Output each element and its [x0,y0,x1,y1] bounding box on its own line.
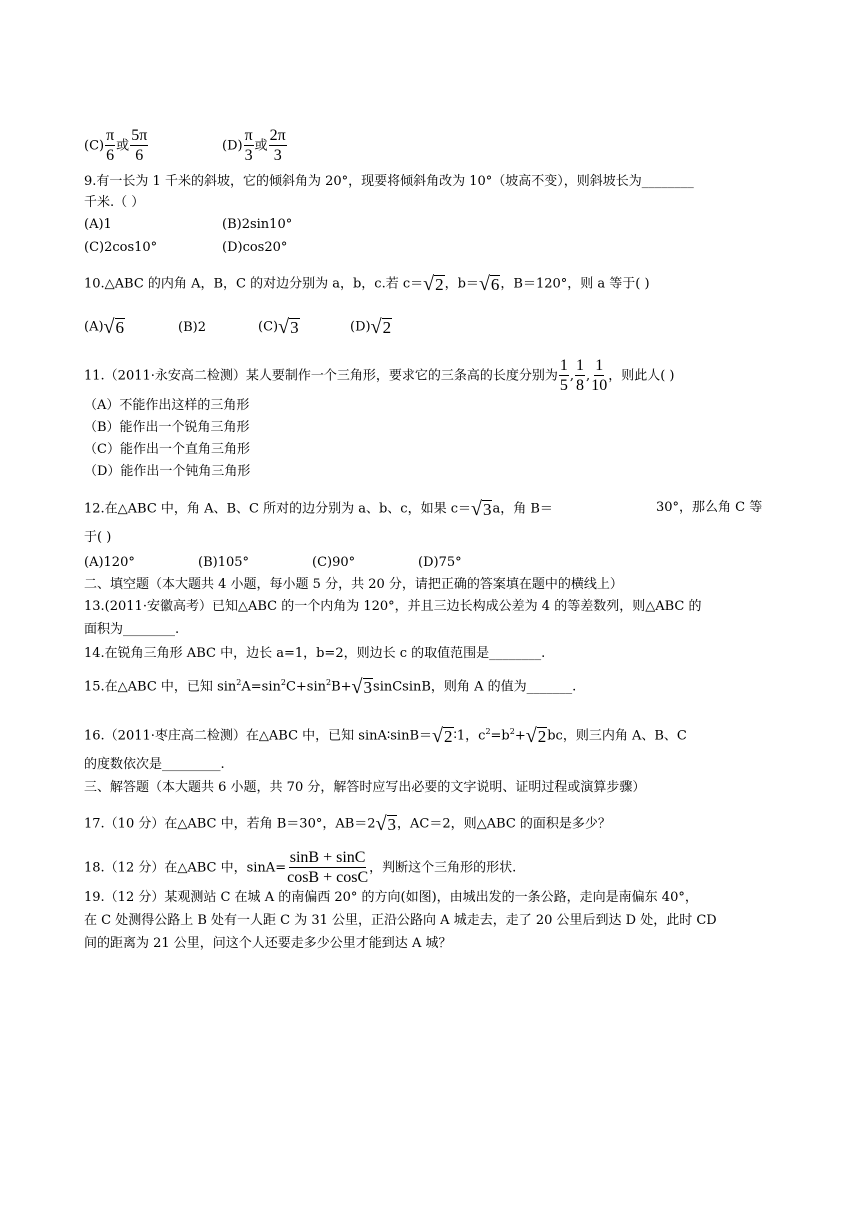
sqrt: √ 3 [471,498,492,520]
q10-option-d: (D) √ 2 [350,316,392,338]
q9-option-d: (D)cos20° [222,240,288,255]
q13-stem-line1: 13.(2011·安徽高考）已知△ABC 的一个内角为 120°，并且三边长构成公差为 4 的等差数列，则△ABC 的 [84,599,702,614]
q14-stem: 14.在锐角三角形 ABC 中，边长 a=1，b=2，则边长 c 的取值范围是________. [84,646,546,661]
q12-stem-line1-end: 30°，那么角 C 等 [656,500,763,515]
q12-option-d: (D)75° [418,555,462,570]
sqrt: √ 2 [423,273,444,295]
q16-stem-line2: 的度数依次是_________. [84,757,225,772]
fraction: $\frac{\pi}{3}$ [244,127,253,164]
q15-stem: 15.在△ABC 中，已知 $\sin^2A=\sin^2C+\sin^2B+$ √ 3 sinCsinB，则角 A 的值为_______. [84,676,577,698]
fraction: $\frac{2\pi}{3}$ [269,127,286,164]
sqrt: √ 3 [375,813,397,835]
q12-stem-line1: 12.在△ABC 中，角 A、B、C 所对的边分别为 a、b、c，如果 c＝ √ 3 a，角 B＝ [84,498,553,520]
q12-stem-line2: 于( ) [84,530,112,545]
q11-option-b: （B）能作出一个锐角三角形 [84,420,250,435]
q9-stem-line2: 千米.（ ） [84,195,145,210]
section-heading-solutions: 三、解答题（本大题共 6 小题，共 70 分，解答时应写出必要的文字说明、证明过程或演算步骤） [84,780,646,795]
q12-option-a: (A)120° [84,555,135,570]
q11-stem: 11.（2011·永安高二检测）某人要制作一个三角形，要求它的三条高的长度分别为 $\frac{1}{5}$ , $\frac{1}{8}$ , $\frac{1}{10}$ ，则此人( ) [84,357,675,394]
sqrt: √ 6 [478,273,500,295]
fraction: $\frac{1}{5}$ [559,357,568,394]
sqrt: √ 2 [370,316,392,338]
q19-stem-line1: 19.（12 分）某观测站 C 在城 A 的南偏西 20° 的方向(如图)，由城出发的一条公路，走向是南偏东 40°， [84,890,698,905]
q9-option-c: (C)2cos10° [84,240,158,255]
q19-stem-line2: 在 C 处测得公路上 B 处有一人距 C 为 31 公里，正沿公路向 A 城走去，走了 20 公里后到达 D 处，此时 CD [84,913,717,928]
fraction: $\frac{1}{8}$ [576,357,585,394]
q8-option-d: (D) $\frac{\pi}{3}$ 或 $\frac{2\pi}{3}$ [222,127,286,164]
q10-option-b: (B)2 [178,320,206,335]
q9-option-a: (A)1 [84,217,112,232]
q11-option-c: （C）能作出一个直角三角形 [84,442,250,457]
option-label: (C) [84,138,105,154]
q11-option-d: （D）能作出一个钝角三角形 [84,464,251,479]
fraction: $\frac{\pi}{6}$ [106,127,115,164]
q9-option-b: (B)2sin10° [222,217,293,232]
q17-stem: 17.（10 分）在△ABC 中，若角 B＝30°，AB＝2 √ 3 ，AC＝2，则△ABC 的面积是多少？ [84,813,611,835]
q18-stem: 18.（12 分）在△ABC 中，sinA= $\frac{\sin B + \sin C}{\cos B + \cos C}$ ，判断这个三角形的形状. [84,849,517,886]
q16-stem-line1: 16.（2011·枣庄高二检测）在△ABC 中，已知 sinA∶sinB＝ √ 2 ∶1，$c^2=b^2+$ √ 2 bc，则三内角 A、B、C [84,725,687,747]
q12-option-c: (C)90° [312,555,356,570]
option-label: (D) [222,138,243,154]
fraction: $\frac{5\pi}{6}$ [131,127,148,164]
sqrt: √ 3 [351,676,373,698]
q10-option-c: (C) √ 3 [258,316,299,338]
q10-stem: 10.△ABC 的内角 A，B，C 的对边分别为 a，b，c.若 c＝ √ 2 ，b＝ √ 6 ，B＝120°，则 a 等于( ) [84,273,650,295]
sqrt: √ 3 [278,316,299,338]
q10-option-a: (A) √ 6 [84,316,125,338]
fraction: $\frac{1}{10}$ [591,357,608,394]
q19-stem-line3: 间的距离为 21 公里，问这个人还要走多少公里才能到达 A 城？ [84,936,452,951]
q8-option-c: (C) $\frac{\pi}{6}$ 或 $\frac{5\pi}{6}$ [84,127,148,164]
sqrt: √ 6 [103,316,125,338]
q11-option-a: （A）不能作出这样的三角形 [84,398,250,413]
fraction: $\frac{\sin B + \sin C}{\cos B + \cos C}$ [287,849,369,886]
q9-stem-line1: 9.有一长为 1 千米的斜坡，它的倾斜角为 20°，现要将倾斜角改为 10°（坡高不变），则斜坡长为________ [84,174,694,189]
q12-option-b: (B)105° [198,555,250,570]
section-heading-fill-in: 二、填空题（本大题共 4 小题，每小题 5 分，共 20 分，请把正确的答案填在题中的横线上） [84,577,623,592]
sqrt: √ 2 [525,725,547,747]
q13-stem-line2: 面积为________. [84,622,180,637]
sqrt: √ 2 [432,725,453,747]
